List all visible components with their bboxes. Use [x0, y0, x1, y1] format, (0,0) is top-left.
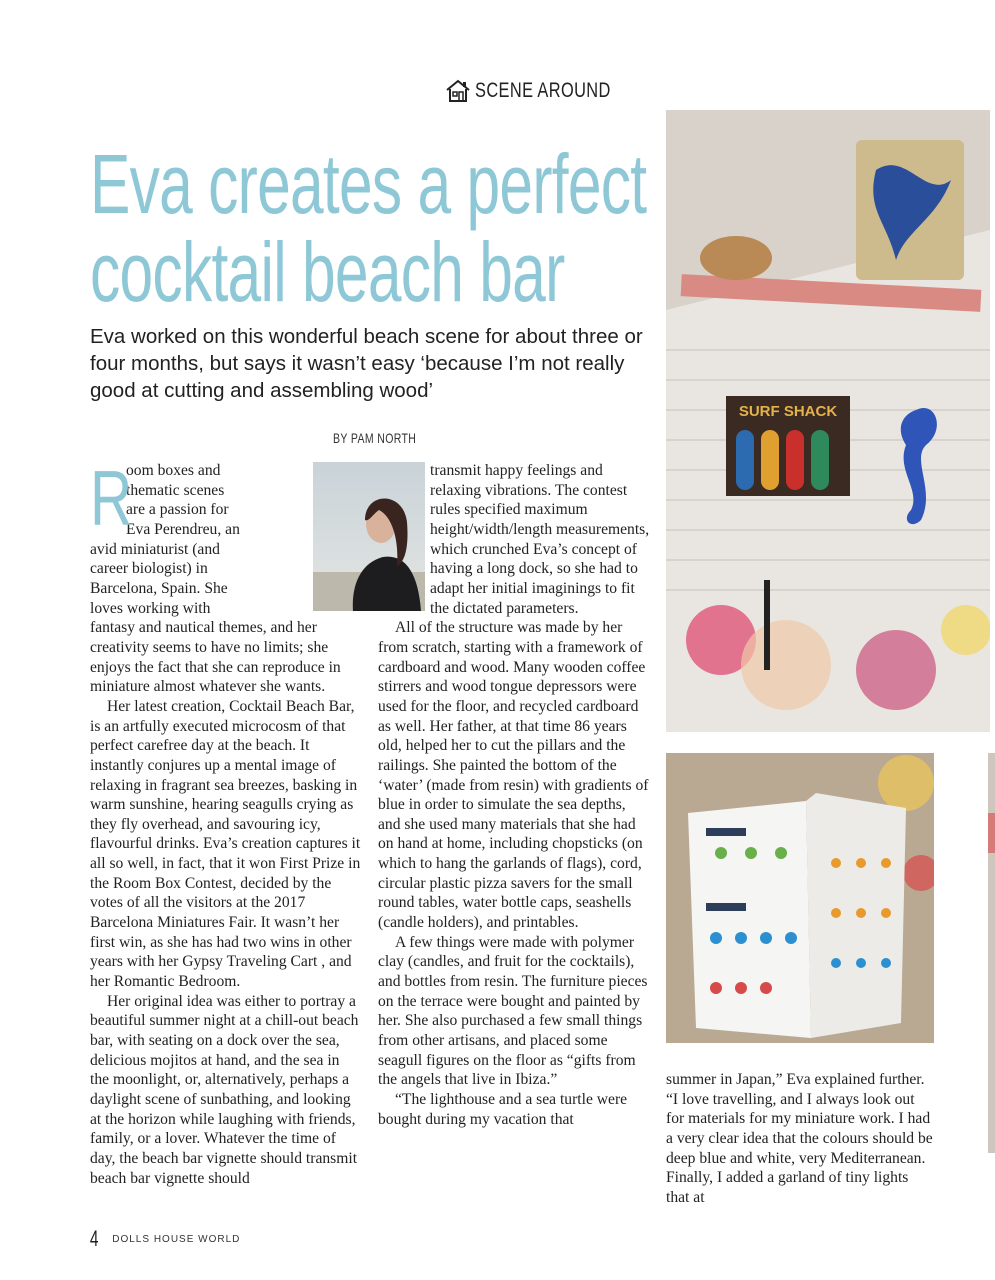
headline [90, 137, 690, 319]
page-footer [88, 1226, 240, 1252]
paragraph: A few things were made with polymer clay (candles, and fruit for the cocktails), and bottles from resin. The furniture pieces on the terrace were bought and painted by her. She also purchased a few small things from other artisans, and placed some seagull figures on the floor as “gifts from the angels that live in Ibiza.” [378, 933, 648, 1089]
paragraph: Her latest creation, Cocktail Beach Bar, is an artfully executed microcosm of that perfect carefree day at the beach. It instantly conjures up a mental image of relaxing in fragrant sea breezes, basking in warm sunshine, hearing seagulls crying as they fly overhead, and savouring icy, flavourful drinks. Eva’s creation captures it all so well, in fact, that it won First Prize in the Room Box Contest, decided by the votes of all the visitors at the 2017 Barcelona Miniatures Fair. It wasn’t her first win, as she has had two wins in other years with her Gypsy Traveling Cart , and her Romantic Bedroom. [90, 697, 361, 991]
surf-shack-sign: SURF SHACK [738, 403, 838, 420]
edge-photo [988, 753, 995, 1153]
paragraph: Her original idea was either to portray a beautiful summer night at a chill-out beach bar, with seating on a dock over the sea, delicious mojitos at hand, and the sea in the moonlight, or, alternatively, perhaps a daylight scene of sunbathing, and looking at the horizon while laughing with friends, family, or a lover. Whatever the time of day, the beach bar vignette should transmit beach bar vignette should [90, 992, 359, 1187]
magazine-name: DOLLS HOUSE WORLD [112, 1233, 241, 1245]
cocktail-menu-photo [666, 753, 934, 1043]
paragraph: “The lighthouse and a sea turtle were bought during my vacation that [378, 1091, 628, 1128]
beach-bar-photo [666, 110, 990, 732]
page-number: 4 [89, 1226, 99, 1251]
article-column-3 [666, 1070, 934, 1208]
headline-line-1: Eva creates a perfect [90, 137, 647, 231]
byline: BY PAM NORTH [333, 430, 417, 446]
headline-line-2: cocktail beach bar [90, 225, 565, 319]
house-icon [445, 78, 471, 104]
drop-cap: R [90, 454, 133, 542]
portrait-photo [313, 462, 425, 611]
paragraph: summer in Japan,” Eva explained further. “I love travelling, and I always look out for materials for my miniature work. I had a very clear idea that the colours should be deep blue and white, very Mediterranean. Finally, I added a garland of tiny lights that at [666, 1071, 933, 1206]
paragraph: All of the structure was made by her from scratch, starting with a framework of cardboard and wood. Many wooden coffee stirrers and wood tongue depressors were used for the floor, and recycled cardboard as well. Her father, at that time 86 years old, helped her to cut the pillars and the railings. She painted the bottom of the ‘water’ (made from resin) with gradients of blue in order to simulate the sea depths, and she used many materials that she had on hand at home, including chopsticks (on which to hang the garlands of flags), cord, circular plastic pizza savers for the small round tables, water bottle caps, seashells (candle holders), and printables. [378, 619, 649, 932]
standfirst: Eva worked on this wonderful beach scene for about three or four months, but says it wasn’t easy ‘because I’m not really good at cutting and assembling wood’ [90, 325, 643, 402]
section-tag [445, 76, 649, 106]
paragraph: oom boxes and thematic scenes are a passion for Eva Perendreu, an avid miniaturist (and career biologist) in Barcelona, Spain. She loves working with fantasy and nautical themes, and her creativity seems to have no limits; she enjoys the fact that she can reproduce in miniature almost whatever she wants. [90, 462, 341, 696]
section-label: SCENE AROUND [475, 79, 611, 102]
paragraph: transmit happy feelings and relaxing vibrations. The contest rules specified maximum height/width/length measurements, which crunched Eva’s concept of having a long dock, so she had to adapt her initial imaginings to fit the dictated parameters. [430, 462, 650, 617]
